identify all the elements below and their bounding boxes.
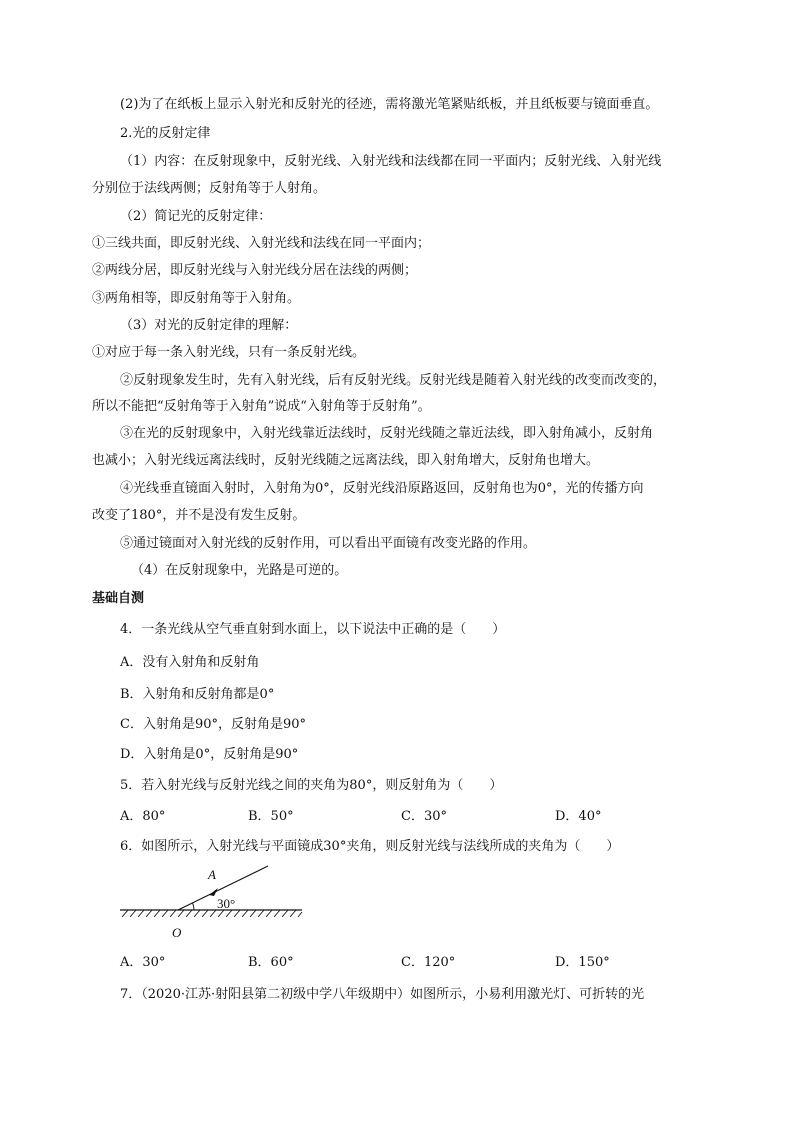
text-line: ⑤通过镜面对入射光线的反射作用，可以看出平面镜有改变光路的作用。	[120, 536, 537, 551]
question-6-options	[120, 954, 640, 972]
text-line: (2)为了在纸板上显示入射光和反射光的径迹，需将激光笔紧贴纸板，并且纸板要与镜面垂直。	[120, 97, 659, 112]
text-line: 也减小；入射光线远离法线时，反射光线随之远离法线，即入射角增大，反射角也增大。	[92, 453, 600, 468]
question-5-options	[120, 808, 640, 826]
text-line: ①三线共面，即反射光线、入射光线和法线在同一平面内；	[92, 236, 431, 251]
text-line: 所以不能把“反射角等于入射角”说成“入射角等于反射角”。	[92, 399, 431, 414]
question-6-option-c: C．120°	[401, 955, 456, 970]
ray-arrow-icon	[209, 888, 218, 896]
text-line: ②反射现象发生时，先有入射光线，后有反射光线。反射光线是随着入射光线的改变而改变的，	[120, 373, 667, 388]
text-line: 改变了180°，并不是没有发生反射。	[92, 508, 306, 523]
question-6-stem: 6．如图所示，入射光线与平面镜成30°夹角，则反射光线与法线所成的夹角为（ ）	[120, 839, 620, 854]
text-line: （2）简记光的反射定律：	[120, 209, 272, 224]
figure-label-a: A	[208, 867, 216, 882]
question-6-option-d: D．150°	[555, 955, 610, 970]
question-7-stem: 7．（2020·江苏·射阳县第二初级中学八年级期中）如图所示，小易利用激光灯、可折转的光	[120, 987, 645, 1002]
question-5-option-d: D．40°	[555, 809, 602, 824]
text-line: （1）内容：在反射现象中，反射光线、入射光线和法线都在同一平面内；反射光线、入射光线	[120, 154, 662, 169]
text-line: 分别位于法线两侧；反射角等于人射角。	[92, 181, 327, 196]
angle-arc	[192, 903, 194, 910]
question-4-option-c: C．入射角是90°，反射角是90°	[120, 717, 307, 732]
question-6-figure	[118, 862, 308, 940]
text-line: （4）在反射现象中，光路是可逆的。	[131, 563, 348, 578]
mirror-hatching	[122, 910, 302, 917]
text-line: ③两角相等，即反射角等于入射角。	[92, 291, 301, 306]
question-5-option-c: C．30°	[401, 809, 447, 824]
text-line: ②两线分居，即反射光线与入射光线分居在法线的两侧；	[92, 263, 418, 278]
question-5-option-b: B．50°	[248, 809, 294, 824]
question-6-option-b: B．60°	[248, 955, 294, 970]
text-line: ④光线垂直镜面入射时，入射角为0°，反射光线沿原路返回，反射角也为0°，光的传播方向	[120, 481, 644, 496]
question-4-option-d: D．入射角是0°，反射角是90°	[120, 747, 299, 762]
question-5-option-a: A．80°	[120, 809, 166, 824]
text-line: ①对应于每一条入射光线，只有一条反射光线。	[92, 345, 366, 360]
question-4-option-b: B．入射角和反射角都是0°	[120, 687, 275, 702]
question-6-option-a: A．30°	[120, 955, 166, 970]
text-line: （3）对光的反射定律的理解：	[120, 318, 298, 333]
figure-label-o: O	[172, 925, 182, 940]
question-5-stem: 5．若入射光线与反射光线之间的夹角为80°，则反射角为（ ）	[120, 778, 503, 793]
question-4-option-a: A．没有入射角和反射角	[120, 655, 260, 670]
figure-angle-label: 30°	[217, 896, 236, 911]
subheading-reflection-law: 2.光的反射定律	[120, 126, 211, 141]
text-line: ③在光的反射现象中，入射光线靠近法线时，反射光线随之靠近法线，即入射角减小，反射角	[120, 426, 654, 441]
section-title: 基础自测	[92, 591, 145, 606]
question-4-stem: 4．一条光线从空气垂直射到水面上，以下说法中正确的是（ ）	[120, 622, 506, 637]
